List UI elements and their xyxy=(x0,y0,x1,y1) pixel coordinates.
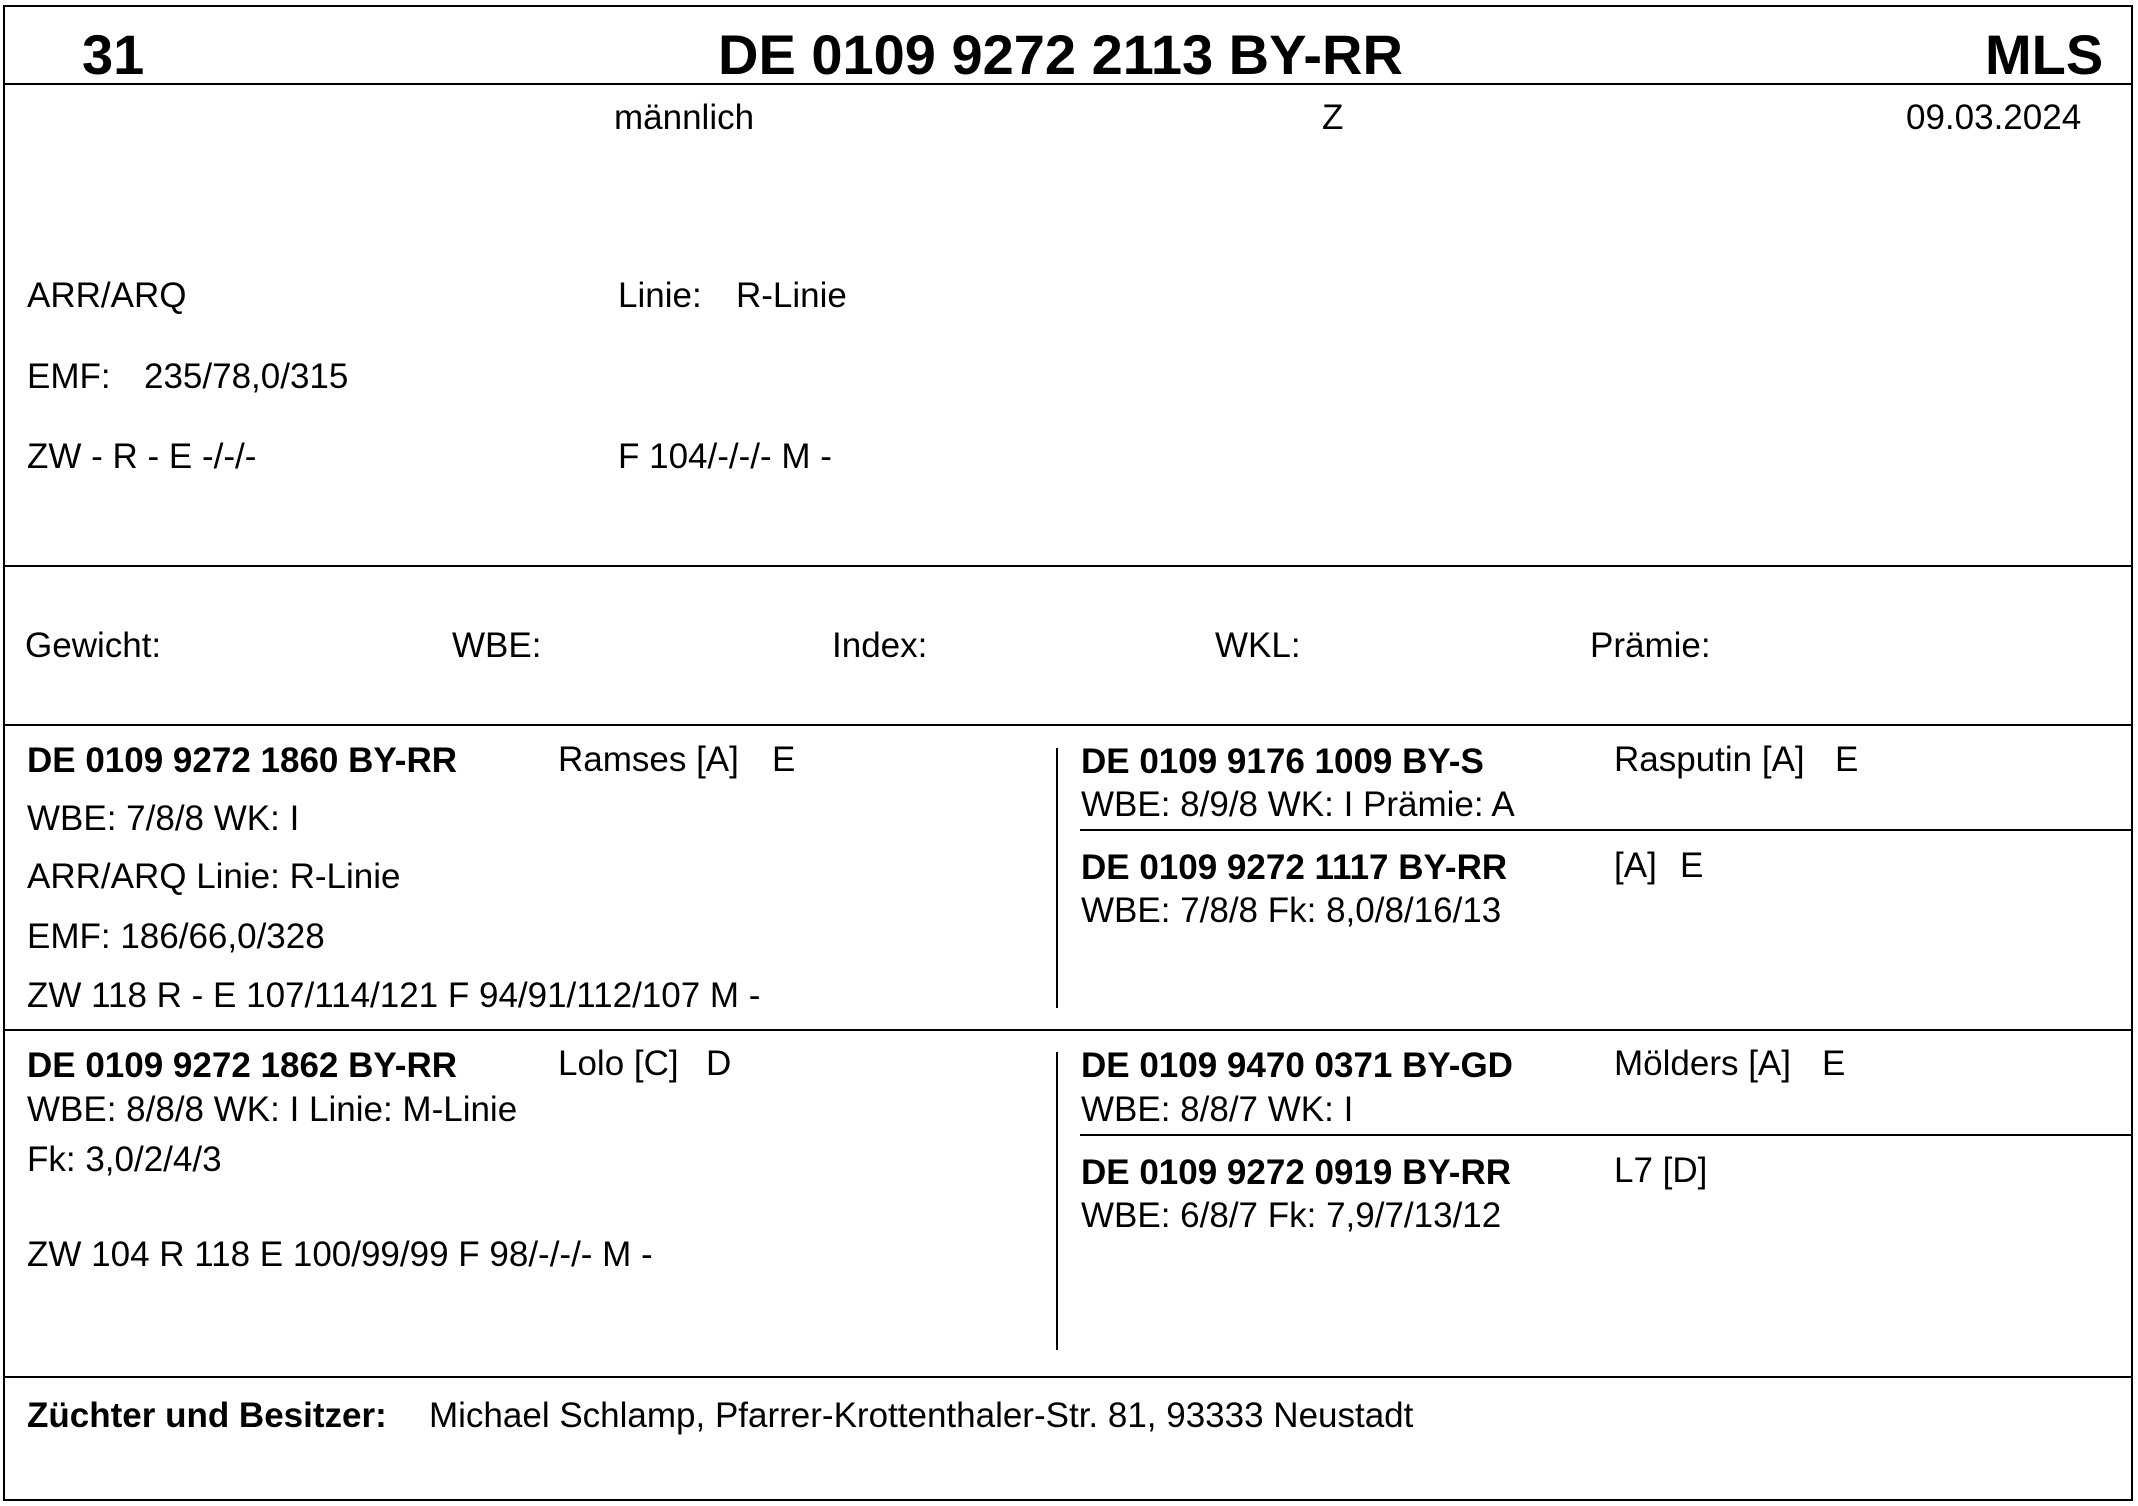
father-genotype: ARR/ARQ Linie: R-Linie xyxy=(27,857,401,896)
breeder-label: Züchter und Besitzer: xyxy=(27,1396,387,1435)
birth-date: 09.03.2024 xyxy=(1906,98,2082,137)
mother-mother-ring: DE 0109 9272 0919 BY-RR xyxy=(1081,1153,1511,1192)
mother-mother-name: L7 [D] xyxy=(1614,1151,1708,1190)
animal-ring-number: DE 0109 9272 2113 BY-RR xyxy=(718,23,1403,86)
father-father-ring: DE 0109 9176 1009 BY-S xyxy=(1081,742,1484,781)
father-father-name: Rasputin [A] xyxy=(1614,740,1805,779)
father-mother-wbe: WBE: 7/8/8 Fk: 8,0/8/16/13 xyxy=(1081,891,1502,930)
linie-label: Linie: xyxy=(618,276,702,315)
father-mother-grade: E xyxy=(1680,846,1704,885)
parents-divider xyxy=(3,1029,2133,1031)
emf-label: EMF: xyxy=(27,357,111,396)
mother-name: Lolo [C] xyxy=(558,1044,679,1083)
linie-value: R-Linie xyxy=(736,276,847,315)
mother-father-grade: E xyxy=(1822,1044,1846,1083)
mother-father-wbe: WBE: 8/8/7 WK: I xyxy=(1081,1090,1354,1129)
header-divider xyxy=(3,83,2133,85)
father-father-wbe: WBE: 8/9/8 WK: I Prämie: A xyxy=(1081,785,1515,824)
breeder-value: Michael Schlamp, Pfarrer-Krottenthaler-Str. 81, 93333 Neustadt xyxy=(429,1396,1414,1435)
mother-father-ring: DE 0109 9470 0371 BY-GD xyxy=(1081,1046,1513,1085)
breed-code: MLS xyxy=(1985,23,2104,86)
father-grandparents-divider xyxy=(1080,829,2133,831)
father-wbe: WBE: 7/8/8 WK: I xyxy=(27,799,300,838)
zw-values: ZW - R - E -/-/- xyxy=(27,437,257,476)
father-name: Ramses [A] xyxy=(558,740,739,779)
father-ring: DE 0109 9272 1860 BY-RR xyxy=(27,741,457,780)
metrics-divider xyxy=(3,724,2133,726)
footer-divider xyxy=(3,1376,2133,1378)
mother-ring: DE 0109 9272 1862 BY-RR xyxy=(27,1046,457,1085)
info-divider xyxy=(3,565,2133,567)
wkl-label: WKL: xyxy=(1215,626,1301,665)
praemie-label: Prämie: xyxy=(1590,626,1711,665)
mother-grandparents-divider xyxy=(1080,1134,2133,1136)
index-label: Index: xyxy=(832,626,928,665)
father-emf: EMF: 186/66,0/328 xyxy=(27,917,325,956)
sex: männlich xyxy=(614,98,755,137)
genotype: ARR/ARQ xyxy=(27,276,187,315)
father-father-grade: E xyxy=(1835,740,1859,779)
wbe-label: WBE: xyxy=(452,626,542,665)
father-mother-ring: DE 0109 9272 1117 BY-RR xyxy=(1081,848,1508,887)
catalog-number: 31 xyxy=(82,23,145,86)
emf-value: 235/78,0/315 xyxy=(144,357,349,396)
gewicht-label: Gewicht: xyxy=(25,626,162,665)
mother-wbe: WBE: 8/8/8 WK: I Linie: M-Linie xyxy=(27,1090,518,1129)
father-column-divider xyxy=(1056,748,1058,1008)
mother-grade: D xyxy=(706,1044,732,1083)
z-mark: Z xyxy=(1322,98,1344,137)
father-grade: E xyxy=(772,740,796,779)
father-zw: ZW 118 R - E 107/114/121 F 94/91/112/107 M - xyxy=(27,976,761,1015)
mother-fk: Fk: 3,0/2/4/3 xyxy=(27,1140,222,1179)
mother-column-divider xyxy=(1056,1052,1058,1350)
f-values: F 104/-/-/- M - xyxy=(618,437,832,476)
mother-zw: ZW 104 R 118 E 100/99/99 F 98/-/-/- M - xyxy=(27,1235,653,1274)
mother-father-name: Mölders [A] xyxy=(1614,1044,1791,1083)
father-mother-name: [A] xyxy=(1614,846,1657,885)
mother-mother-wbe: WBE: 6/8/7 Fk: 7,9/7/13/12 xyxy=(1081,1196,1502,1235)
